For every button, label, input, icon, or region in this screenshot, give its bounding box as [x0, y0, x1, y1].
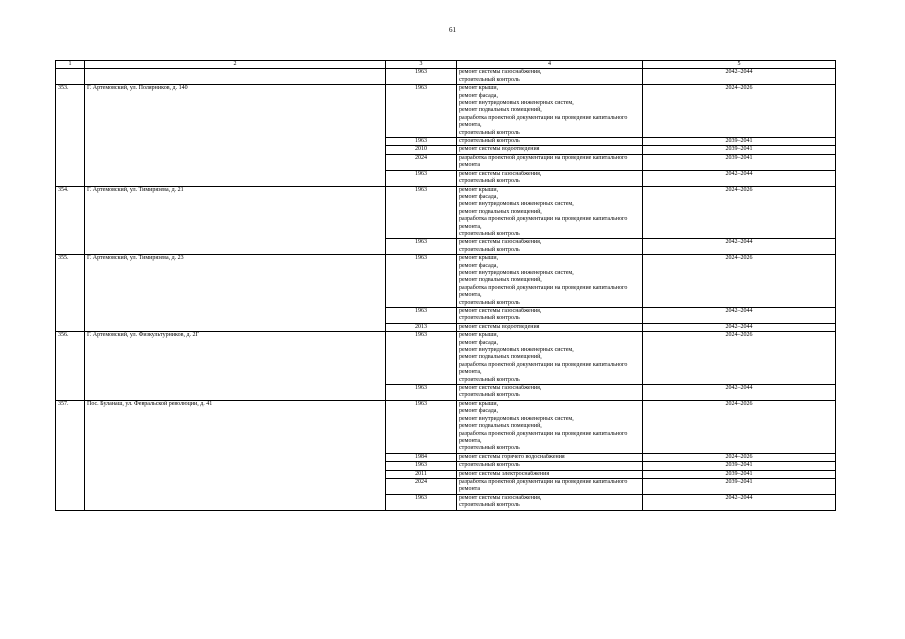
period-cell: 2039–2041	[643, 154, 836, 170]
address-cell: Г. Артемовский, ул. Физкультурников, д. 2Г	[85, 332, 386, 401]
table-row	[56, 85, 836, 138]
period-cell: 2042–2044	[643, 69, 836, 85]
period-cell: 2024–2026	[643, 332, 836, 385]
period-cell: 2042–2044	[643, 385, 836, 401]
period-cell: 2024–2026	[643, 186, 836, 239]
header-col-2: 2	[85, 61, 386, 69]
work-type-cell: ремонт системы электроснабжения	[457, 470, 643, 478]
period-cell: 2024–2026	[643, 255, 836, 308]
work-type-cell: ремонт системы газоснабжения, строительный контроль	[457, 385, 643, 401]
year-cell: 1963	[386, 255, 457, 308]
work-type-cell: ремонт системы газоснабжения, строительный контроль	[457, 170, 643, 186]
header-col-5: 5	[643, 61, 836, 69]
year-cell: 1963	[386, 494, 457, 510]
work-type-cell: ремонт системы газоснабжения, строительный контроль	[457, 494, 643, 510]
work-type-cell: ремонт крыши, ремонт фасада, ремонт внутридомовых инженерных систем, ремонт подвальных помещений, разработка проектной документации на проведение капитального ремонта, строительный контроль	[457, 255, 643, 308]
table-row	[56, 255, 836, 308]
table-body	[56, 69, 836, 510]
period-cell: 2042–2044	[643, 239, 836, 255]
work-type-cell: ремонт системы газоснабжения, строительный контроль	[457, 69, 643, 85]
period-cell: 2042–2044	[643, 170, 836, 186]
table-row	[56, 332, 836, 385]
period-cell: 2042–2044	[643, 494, 836, 510]
work-type-cell: разработка проектной документации на проведение капитального ремонта	[457, 478, 643, 494]
work-type-cell: ремонт системы газоснабжения, строительный контроль	[457, 239, 643, 255]
row-number-cell	[56, 69, 85, 85]
period-cell: 2039–2041	[643, 138, 836, 146]
period-cell: 2042–2044	[643, 308, 836, 324]
period-cell: 2039–2041	[643, 146, 836, 154]
work-type-cell: ремонт крыши, ремонт фасада, ремонт внутридомовых инженерных систем, ремонт подвальных помещений, разработка проектной документации на проведение капитального ремонта, строительный контроль	[457, 400, 643, 453]
year-cell: 2011	[386, 470, 457, 478]
header-col-4: 4	[457, 61, 643, 69]
year-cell: 1963	[386, 138, 457, 146]
year-cell: 1963	[386, 186, 457, 239]
year-cell: 2013	[386, 323, 457, 331]
year-cell: 1963	[386, 170, 457, 186]
work-type-cell: строительный контроль	[457, 138, 643, 146]
page-number: 61	[449, 26, 456, 34]
period-cell: 2039–2041	[643, 470, 836, 478]
table-header	[56, 61, 836, 69]
period-cell: 2024–2026	[643, 453, 836, 461]
address-cell: Г. Артемовский, ул. Тимирязева, д. 23	[85, 255, 386, 332]
period-cell: 2024–2026	[643, 85, 836, 138]
period-cell: 2039–2041	[643, 462, 836, 470]
year-cell: 1963	[386, 385, 457, 401]
header-col-3: 3	[386, 61, 457, 69]
work-type-cell: ремонт крыши, ремонт фасада, ремонт внутридомовых инженерных систем, ремонт подвальных помещений, разработка проектной документации на проведение капитального ремонта, строительный контроль	[457, 85, 643, 138]
year-cell: 1963	[386, 85, 457, 138]
period-cell: 2039–2041	[643, 478, 836, 494]
row-number-cell: 356.	[56, 332, 85, 401]
address-cell: Пос. Буланаш, ул. Февральской революции, д. 41	[85, 400, 386, 510]
address-cell	[85, 69, 386, 85]
address-cell: Г. Артемовский, ул. Полярников, д. 140	[85, 85, 386, 186]
repair-schedule-table	[55, 60, 836, 511]
work-type-cell: ремонт системы газоснабжения, строительный контроль	[457, 308, 643, 324]
year-cell: 1963	[386, 462, 457, 470]
work-type-cell: ремонт системы водоотведения	[457, 146, 643, 154]
row-number-cell: 357.	[56, 400, 85, 510]
work-type-cell: ремонт крыши, ремонт фасада, ремонт внутридомовых инженерных систем, ремонт подвальных помещений, разработка проектной документации на проведение капитального ремонта, строительный контроль	[457, 332, 643, 385]
work-type-cell: разработка проектной документации на проведение капитального ремонта	[457, 154, 643, 170]
row-number-cell: 354.	[56, 186, 85, 255]
period-cell: 2042–2044	[643, 323, 836, 331]
year-cell: 1963	[386, 308, 457, 324]
year-cell: 1984	[386, 453, 457, 461]
header-col-1: 1	[56, 61, 85, 69]
work-type-cell: ремонт крыши, ремонт фасада, ремонт внутридомовых инженерных систем, ремонт подвальных помещений, разработка проектной документации на проведение капитального ремонта, строительный контроль	[457, 186, 643, 239]
period-cell: 2024–2026	[643, 400, 836, 453]
year-cell: 2024	[386, 478, 457, 494]
work-type-cell: ремонт системы горячего водоснабжения	[457, 453, 643, 461]
address-cell: Г. Артемовский, ул. Тимирязева, д. 21	[85, 186, 386, 255]
table-row	[56, 400, 836, 453]
table-row	[56, 186, 836, 239]
year-cell: 1963	[386, 239, 457, 255]
year-cell: 1963	[386, 400, 457, 453]
work-type-cell: ремонт системы водоотведения	[457, 323, 643, 331]
work-type-cell: строительный контроль	[457, 462, 643, 470]
year-cell: 2010	[386, 146, 457, 154]
year-cell: 2024	[386, 154, 457, 170]
header-row	[56, 61, 836, 69]
table-row	[56, 69, 836, 85]
row-number-cell: 355.	[56, 255, 85, 332]
year-cell: 1963	[386, 332, 457, 385]
row-number-cell: 353.	[56, 85, 85, 186]
year-cell: 1963	[386, 69, 457, 85]
